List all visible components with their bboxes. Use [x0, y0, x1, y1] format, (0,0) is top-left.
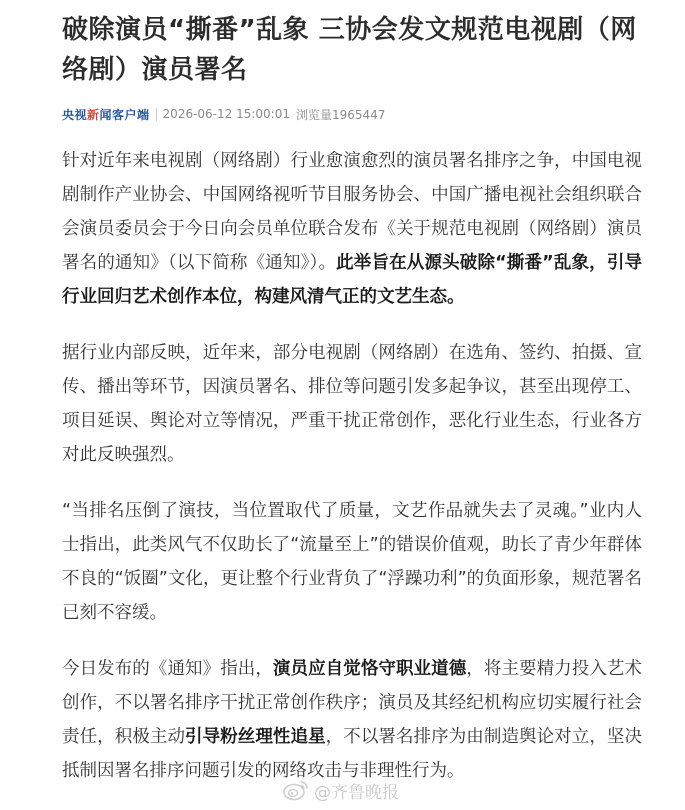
bold-text: 此举旨在从源头破除“撕番”乱象，引导行业回归艺术创作本位，构建风清气正的文艺生态。	[62, 253, 642, 307]
paragraph-text: ，将主要精力投入艺术创作，不以署名排序干扰正常创作秩序；演员及其经纪机构应切实履行社会责任，积极主动	[62, 659, 642, 747]
article-body	[62, 144, 642, 810]
source-logo-part2: 新	[87, 107, 100, 122]
article-paragraph	[62, 494, 642, 630]
paragraph-text: “当排名压倒了演技，当位置取代了质量，文艺作品就失去了灵魂。”业内人士指出，此类风气不仅助长了“流量至上”的错误价值观，助长了青少年群体不良的“饭圈”文化，更让整个行业背负了“浮躁功利”的负面形象，规范署名已刻不容缓。	[62, 501, 642, 623]
view-count: 浏览量1965447	[296, 107, 386, 122]
weibo-icon	[282, 778, 310, 802]
article-paragraph	[62, 652, 642, 788]
paragraph-text: 今日发布的《通知》指出，	[62, 659, 273, 679]
publish-time: 2026-06-12 15:00:01	[162, 107, 290, 121]
source-logo-part3: 闻客户端	[99, 107, 150, 122]
paragraph-text: ，不以署名排序为由制造舆论对立，坚决抵制因署名排序问题引发的网络攻击与非理性行为。	[62, 727, 642, 781]
bold-text: 引导粉丝理性追星	[185, 727, 326, 747]
source-logo[interactable]	[62, 106, 150, 123]
meta-divider	[156, 108, 157, 121]
bold-text: 演员应自觉恪守职业道德	[272, 659, 467, 679]
paragraph-text: 据行业内部反映，近年来，部分电视剧（网络剧）在选角、签约、拍摄、宣传、播出等环节，因演员署名、排位等问题引发多起争议，甚至出现停工、项目延误、舆论对立等情况，严重干扰正常创作，恶化行业生态，行业各方对此反映强烈。	[62, 343, 642, 465]
watermark	[282, 775, 399, 805]
watermark-text: @齐鲁晚报	[314, 782, 399, 803]
article-paragraph	[62, 144, 642, 314]
article-paragraph	[62, 336, 642, 472]
article-meta	[62, 104, 385, 124]
source-logo-part1: 央视	[62, 107, 88, 122]
article-title: 破除演员“撕番”乱象 三协会发文规范电视剧（网络剧）演员署名	[62, 15, 637, 85]
paragraph-text: 针对近年来电视剧（网络剧）行业愈演愈烈的演员署名排序之争，中国电视剧制作产业协会、中国网络视听节目服务协会、中国广播电视社会组织联合会演员委员会于今日向会员单位联合发布《关于规范电视剧（网络剧）演员署名的通知》（以下简称《通知》）。	[62, 151, 642, 273]
